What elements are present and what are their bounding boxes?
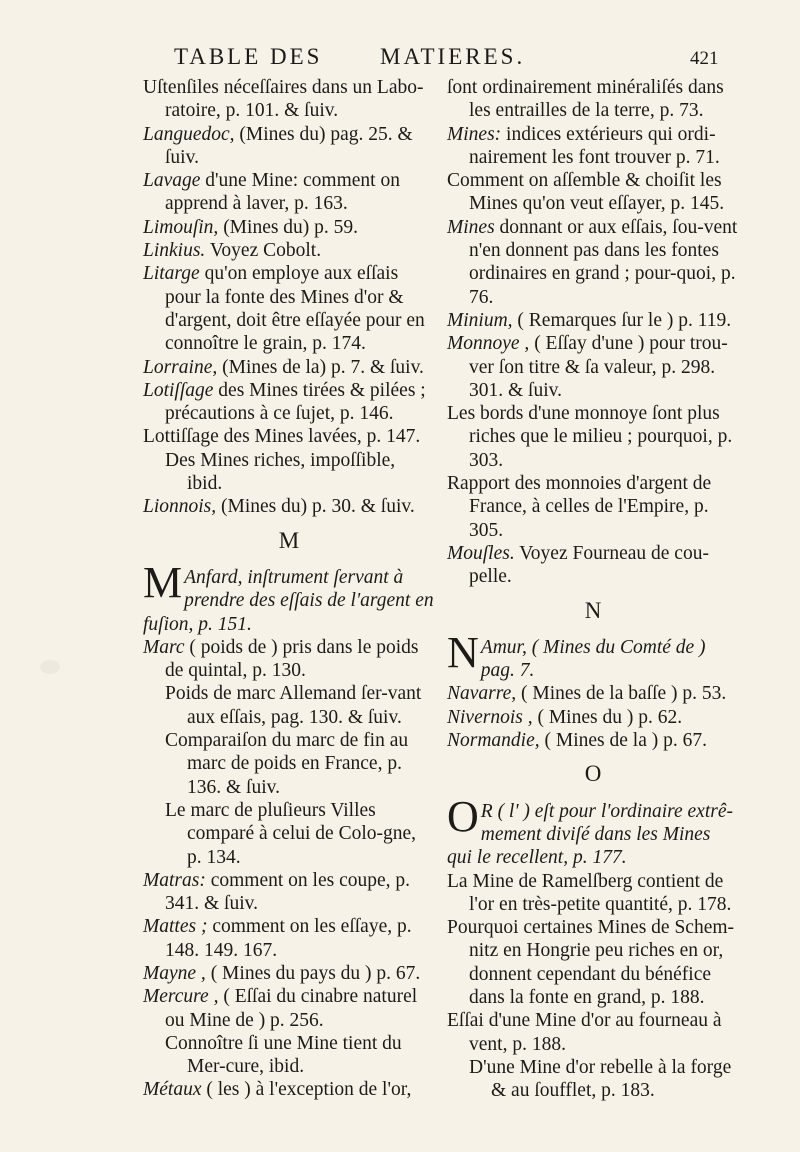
index-entry xyxy=(447,76,739,123)
entry-text: D'une Mine d'or rebelle à la forge & au ſoufflet, p. 183. xyxy=(469,1056,732,1102)
section-first-entry xyxy=(447,791,739,870)
drop-cap: N xyxy=(447,627,479,677)
index-entry xyxy=(143,729,435,799)
entry-text: ( Eſſay d'une ) pour trou-ver ſon titre & ſa valeur, p. 298. 301. & ſuiv. xyxy=(469,333,728,401)
entry-headword: Mercure , xyxy=(143,986,219,1008)
entry-headword: Limouſin, xyxy=(143,216,219,238)
entry-text: Des Mines riches, impoſſible, ibid. xyxy=(165,449,396,495)
entry-text: Poids de marc Allemand ſer-vant aux eſſais, pag. 130. & ſuiv. xyxy=(165,683,422,728)
entry-text: (Mines de la) p. 7. & ſuiv. xyxy=(222,356,424,378)
index-entry xyxy=(143,1078,435,1101)
index-entry xyxy=(143,682,435,729)
left-column xyxy=(143,76,435,1102)
index-entry xyxy=(143,985,435,1032)
index-entry xyxy=(447,916,739,1009)
entry-text: Voyez Cobolt. xyxy=(209,240,322,262)
entry-text: qu'on employe aux eſſais pour la fonte des Mines d'or & d'argent, doit être eſſayée pour en connoître le grain, p. 174. xyxy=(165,263,425,355)
index-entry xyxy=(447,332,739,402)
index-entry xyxy=(447,216,739,309)
entry-headword: Mines xyxy=(447,216,495,238)
index-entry xyxy=(143,123,435,170)
index-entry xyxy=(143,169,435,216)
entry-text: comment on les eſſaye, p. 148. 149. 167. xyxy=(165,916,412,961)
index-entry xyxy=(447,169,739,216)
entry-text: des Mines tirées & pilées ; précautions à ce ſujet, p. 146. xyxy=(165,379,426,425)
index-entry xyxy=(143,869,435,916)
entry-headword: Normandie, xyxy=(447,730,540,752)
index-entry xyxy=(447,123,739,170)
entry-headword: Marc xyxy=(143,636,185,658)
entry-text: Voyez Fourneau de cou-pelle. xyxy=(469,542,709,588)
index-entry xyxy=(143,425,435,448)
running-header xyxy=(0,44,800,76)
entry-text: (Mines du) p. 30. & ſuiv. xyxy=(221,496,415,518)
entry-text: Rapport des monnoies d'argent de France, à celles de l'Empire, p. 305. xyxy=(447,473,712,541)
entry-text: (Mines du) p. 59. xyxy=(223,216,359,238)
drop-cap: O xyxy=(447,791,479,841)
entry-text: ( poids de ) pris dans le poids de quintal, p. 130. xyxy=(165,636,419,682)
index-entry xyxy=(143,449,435,496)
entry-text: Amur, ( Mines du Comté de ) pag. 7. xyxy=(480,636,706,682)
index-entry xyxy=(447,706,739,729)
index-entry xyxy=(143,962,435,985)
entry-headword: Lotiſſage xyxy=(143,379,214,401)
index-entry xyxy=(447,472,739,542)
index-entry xyxy=(143,915,435,962)
entry-text: (Mines du) pag. 25. & ſuiv. xyxy=(165,123,413,168)
entry-text: Les bords d'une monnoye ſont plus riches que le milieu ; pourquoi, p. 303. xyxy=(447,403,733,471)
entry-text: R ( l' ) eſt pour l'ordinaire extrê-mement diviſé dans les Mines qui le recellent, p. 177. xyxy=(447,800,733,869)
header-left: TABLE DES xyxy=(174,44,323,69)
header-right: MATIERES. xyxy=(380,44,526,69)
entry-text: La Mine de Ramelſberg contient de l'or en très-petite quantité, p. 178. xyxy=(447,870,732,915)
index-entry xyxy=(447,1009,739,1056)
entry-text: comment on les coupe, p. 341. & ſuiv. xyxy=(165,869,411,915)
entry-text: Connoître ſi une Mine tient du Mer-cure, ibid. xyxy=(165,1032,402,1078)
entry-text: Le marc de pluſieurs Villes comparé à celui de Colo-gne, p. 134. xyxy=(165,799,417,868)
entry-headword: Navarre, xyxy=(447,683,517,705)
index-entry xyxy=(447,402,739,472)
entry-text: ( Remarques ſur le ) p. 119. xyxy=(517,309,732,331)
entry-text: indices extérieurs qui ordi-nairement les font trouver p. 71. xyxy=(469,123,720,168)
index-entry xyxy=(447,729,739,752)
entry-text: Lottiſſage des Mines lavées, p. 147. xyxy=(143,426,421,448)
entry-headword: Monnoye , xyxy=(447,333,530,355)
index-entry xyxy=(143,262,435,355)
entry-text: ( Mines du pays du ) p. 67. xyxy=(210,962,421,984)
index-entry xyxy=(447,1056,739,1103)
index-entry xyxy=(143,356,435,379)
entry-text: d'une Mine: comment on apprend à laver, p. 163. xyxy=(165,170,400,215)
entry-text: Uſtenſiles néceſſaires dans un Labo-ratoire, p. 101. & ſuiv. xyxy=(143,77,424,122)
section-first-entry xyxy=(143,557,435,636)
entry-headword: Lavage xyxy=(143,170,201,192)
entry-headword: Nivernois , xyxy=(447,706,533,728)
index-entry xyxy=(447,542,739,589)
entry-text: ( les ) à l'exception de l'or, xyxy=(206,1079,412,1101)
entry-headword: Minium, xyxy=(447,309,513,331)
entry-text: ( Mines du ) p. 62. xyxy=(537,706,683,728)
section-letter: M xyxy=(278,527,300,553)
entry-headword: Mines: xyxy=(447,123,502,145)
entry-text: Anfard, inſtrument ſervant à prendre des eſſais de l'argent en fuſion, p. 151. xyxy=(143,566,434,635)
entry-headword: Mayne , xyxy=(143,962,206,984)
section-first-entry xyxy=(447,627,739,683)
entry-headword: Métaux xyxy=(143,1079,202,1101)
index-entry xyxy=(447,309,739,332)
index-entry xyxy=(143,495,435,518)
index-entry xyxy=(447,682,739,705)
index-entry xyxy=(143,76,435,123)
entry-headword: Litarge xyxy=(143,263,200,285)
section-letter: O xyxy=(584,761,602,787)
drop-cap: M xyxy=(143,557,183,607)
page-number: 421 xyxy=(690,48,719,69)
index-entry xyxy=(447,870,739,917)
entry-text: donnant or aux eſſais, ſou-vent n'en donnent pas dans les fontes ordinaires en grand ; pour-quoi, p. 76. xyxy=(469,216,738,308)
index-entry xyxy=(143,1032,435,1079)
entry-headword: Lionnois, xyxy=(143,496,217,518)
index-entry xyxy=(143,379,435,426)
entry-text: ( Mines de la ) p. 67. xyxy=(544,730,707,752)
entry-headword: Lorraine, xyxy=(143,356,218,378)
entry-text: ( Mines de la baſſe ) p. 53. xyxy=(521,683,727,705)
entry-headword: Matras: xyxy=(143,869,206,891)
index-entry xyxy=(143,799,435,869)
entry-text: Comment on aſſemble & choiſit les Mines qu'on veut eſſayer, p. 145. xyxy=(447,170,725,215)
entry-headword: Languedoc, xyxy=(143,123,235,145)
entry-headword: Linkius. xyxy=(143,240,206,262)
section-letter: N xyxy=(584,597,602,623)
entry-text: Eſſai d'une Mine d'or au fourneau à vent, p. 188. xyxy=(447,1010,722,1055)
paper-mark xyxy=(40,660,60,674)
index-entry xyxy=(143,636,435,683)
entry-text: ſont ordinairement minéraliſés dans les entrailles de la terre, p. 73. xyxy=(447,77,724,122)
entry-headword: Mouſles. xyxy=(447,542,515,564)
index-entry xyxy=(143,216,435,239)
entry-text: Comparaiſon du marc de fin au marc de poids en France, p. 136. & ſuiv. xyxy=(165,730,409,798)
entry-text: Pourquoi certaines Mines de Schem-nitz en Hongrie peu riches en or, donnent cependant du bénéfice dans la fonte en grand, p. 188. xyxy=(447,917,735,1008)
right-column xyxy=(447,76,739,1102)
index-entry xyxy=(143,239,435,262)
entry-headword: Mattes ; xyxy=(143,916,208,938)
entry-text: ( Eſſai du cinabre naturel ou Mine de ) p. 256. xyxy=(165,986,418,1031)
